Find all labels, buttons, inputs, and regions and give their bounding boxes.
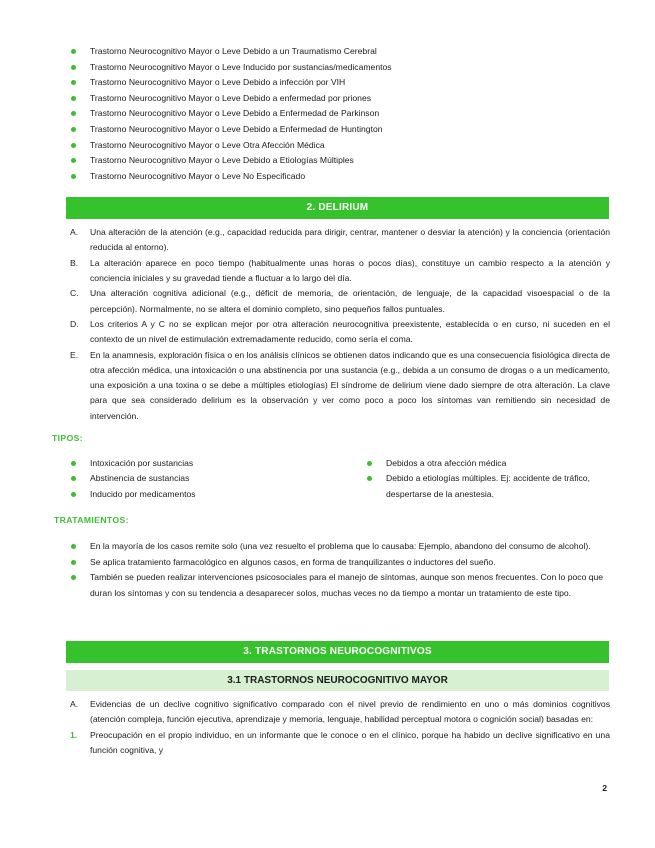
list-item: Trastorno Neurocognitivo Mayor o Leve Debido a infección por VIH [70,75,610,91]
bullet-icon [71,560,76,565]
bullet-icon [367,461,372,466]
top-bullet-list [70,44,610,184]
list-item: Trastorno Neurocognitivo Mayor o Leve Debido a Etiologías Múltiples [70,153,610,169]
bullet-icon [71,111,76,116]
bullet-icon [71,544,76,549]
list-item: También se pueden realizar intervenciones psicosociales para el manejo de síntomas, aunque son menos frecuentes. Con lo poco que duran los síntomas y con su tendencia a desaparecer solos, muchas veces no da tiempo a montar un tratamiento de este tipo. [70,570,610,600]
page-number: 2 [602,783,607,793]
bullet-icon [367,476,372,481]
list-item: Abstinencia de sustancias [70,471,320,486]
bullet-icon [71,143,76,148]
tipos-heading: TIPOS: [52,433,84,443]
list-item: Trastorno Neurocognitivo Mayor o Leve Otra Afección Médica [70,138,610,154]
bullet-icon [71,49,76,54]
criterion-b: B. La alteración aparece en poco tiempo (habitualmente unas horas o pocos días), constituye un cambio respecto a la atención y conciencia iniciales y su gravedad tiende a fluctuar a lo largo del día. [70,257,610,283]
bullet-icon [71,127,76,132]
bullet-icon [71,158,76,163]
list-item: Trastorno Neurocognitivo Mayor o Leve Inducido por sustancias/medicamentos [70,60,610,76]
section-title-delirium: 2. DELIRIUM [66,197,609,219]
tipos-left-list [70,456,320,502]
bullet-icon [71,575,76,580]
list-item: Trastorno Neurocognitivo Mayor o Leve Debido a Enfermedad de Parkinson [70,106,610,122]
bullet-icon [71,96,76,101]
list-item: En la mayoría de los casos remite solo (una vez resuelto el problema que lo causaba: Ejemplo, abandono del consumo de alcohol). [70,539,610,554]
section-title-trastornos-neurocognitivos: 3. TRASTORNOS NEUROCOGNITIVOS [66,641,609,663]
list-item: Inducido por medicamentos [70,487,320,502]
criterion-a: A. Evidencias de un declive cognitivo significativo comparado con el nivel previo de rendimiento en uno o más dominios cognitivos (atención compleja, función ejecutiva, aprendizaje y memoria, lenguaje, habilidad perceptual motora o cognición social) basadas en: [70,699,610,725]
criterion-c: C. Una alteración cognitiva adicional (e.g., déficit de memoria, de orientación, de lenguaje, de la capacidad visoespacial o de la percepción). Normalmente, no se altera el dominio completo, sino pequeños fallos puntuales. [70,288,610,314]
delirium-criteria-list [70,225,610,424]
criterion-e: E. En la anamnesis, exploración física o en los análisis clínicos se obtienen datos indicando que es una consecuencia fisiológica directa de otra afección médica, una intoxicación o una abstinencia por una sustancia (e.g., debida a un consumo de drogas o a un medicamento, una exposición a una toxina o se debe a múltiples etiologías) El síndrome de delirium viene dado siempre de otra alteración. La clave para que sea considerado delirium es la observación y ver como poco a poco los síntomas van remitiendo sin necesidad de intervención. [70,349,610,421]
list-item: Trastorno Neurocognitivo Mayor o Leve Debido a Enfermedad de Huntington [70,122,610,138]
criterion-1: 1. Preocupación en el propio individuo, en un informante que le conoce o en el clínico, porque ha habido un declive significativo en una función cognitiva, y [70,729,610,755]
bullet-icon [71,174,76,179]
list-item: Intoxicación por sustancias [70,456,320,471]
list-item: Se aplica tratamiento farmacológico en algunos casos, en forma de tranquilizantes o inductores del sueño. [70,555,610,570]
bullet-icon [71,80,76,85]
list-item: Debido a etiologías múltiples. Ej: accidente de tráfico, despertarse de la anestesia. [366,471,594,502]
list-item: Trastorno Neurocognitivo Mayor o Leve No Especificado [70,169,610,185]
criterion-a: A. Una alteración de la atención (e.g., capacidad reducida para dirigir, centrar, mantener o desviar la atención) y la conciencia (orientación reducida al entorno). [70,227,610,253]
tipos-right-list [366,456,594,502]
tratamientos-heading: TRATAMIENTOS: [54,515,129,525]
criterion-d: D. Los criterios A y C no se explican mejor por otra alteración neurocognitiva preexistente, establecida o en curso, ni suceden en el contexto de un nivel de estimulación extremadamente reducido, como sería el coma. [70,319,610,345]
bullet-icon [71,476,76,481]
list-item: Debidos a otra afección médica [366,456,594,471]
bullet-icon [71,65,76,70]
list-item: Trastorno Neurocognitivo Mayor o Leve Debido a enfermedad por priones [70,91,610,107]
tnc-mayor-criteria-list [70,697,610,758]
subsection-title-tnc-mayor: 3.1 TRASTORNOS NEUROCOGNITIVO MAYOR [66,670,609,691]
bullet-icon [71,461,76,466]
list-item: Trastorno Neurocognitivo Mayor o Leve Debido a un Traumatismo Cerebral [70,44,610,60]
bullet-icon [71,492,76,497]
tratamientos-list [70,539,610,601]
